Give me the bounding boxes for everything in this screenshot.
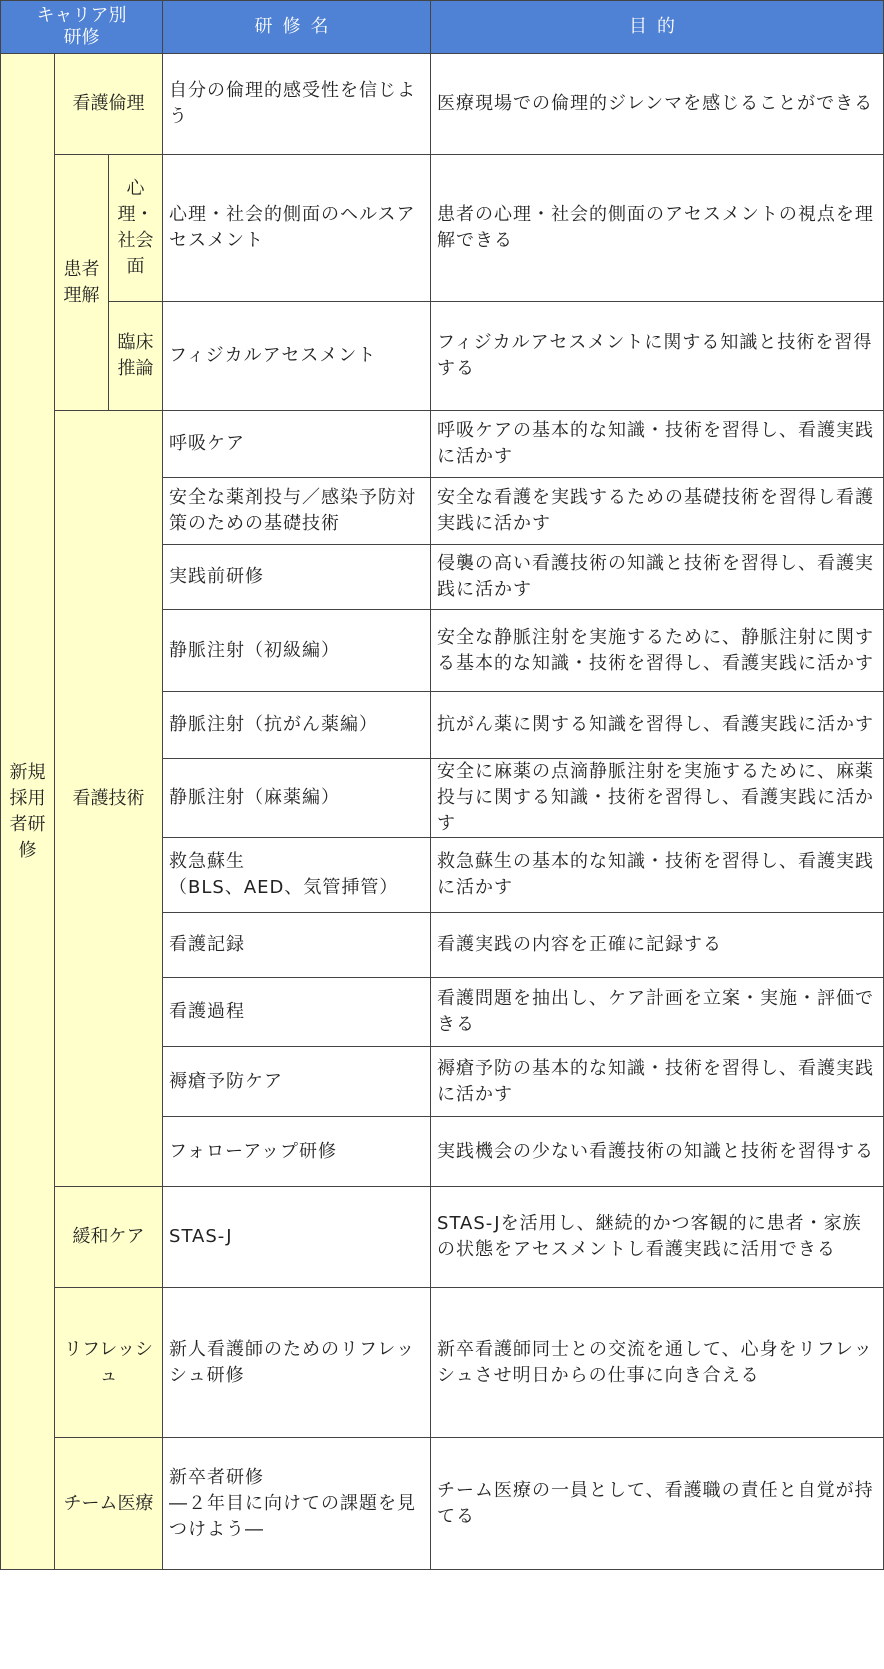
subcategory-label: 心理・社会面 — [117, 178, 154, 277]
category-cell — [55, 1187, 163, 1288]
training-purpose: 看護問題を抽出し、ケア計画を立案・実施・評価できる — [431, 978, 884, 1047]
table-row — [1, 1438, 884, 1570]
training-name: 静脈注射（抗がん薬編） — [163, 692, 431, 759]
training-purpose: 実践機会の少ない看護技術の知識と技術を習得する — [431, 1117, 884, 1187]
training-name: STAS-J — [163, 1187, 431, 1288]
training-name: フォローアップ研修 — [163, 1117, 431, 1187]
header-purpose: 目的 — [431, 1, 884, 54]
category-cell — [55, 155, 109, 411]
training-purpose: 侵襲の高い看護技術の知識と技術を習得し、看護実践に活かす — [431, 545, 884, 610]
table-row — [1, 54, 884, 155]
category-cell — [55, 54, 163, 155]
category-label: リフレッシュ — [63, 1338, 154, 1386]
training-purpose: 呼吸ケアの基本的な知識・技術を習得し、看護実践に活かす — [431, 411, 884, 478]
header-name: 研修名 — [163, 1, 431, 54]
training-name: 実践前研修 — [163, 545, 431, 610]
category-label: 看護倫理 — [72, 93, 145, 114]
training-name: 静脈注射（初級編） — [163, 610, 431, 692]
table-row — [1, 411, 884, 478]
subcategory-cell — [109, 155, 163, 302]
training-name: 新卒者研修 ―２年目に向けての課題を見つけよう― — [163, 1438, 431, 1570]
header-career: キャリア別 研修 — [1, 1, 163, 54]
training-name: 呼吸ケア — [163, 411, 431, 478]
training-purpose: チーム医療の一員として、看護職の責任と自覚が持てる — [431, 1438, 884, 1570]
category-label: 患者理解 — [63, 258, 100, 306]
training-purpose: フィジカルアセスメントに関する知識と技術を習得する — [431, 302, 884, 411]
training-purpose: 褥瘡予防の基本的な知識・技術を習得し、看護実践に活かす — [431, 1047, 884, 1117]
category-label: 緩和ケア — [72, 1226, 145, 1247]
subcategory-label: 臨床推論 — [117, 332, 154, 379]
table-row — [1, 155, 884, 302]
category-cell — [55, 1438, 163, 1570]
training-purpose: 看護実践の内容を正確に記録する — [431, 913, 884, 978]
header-row — [1, 1, 884, 54]
training-name: フィジカルアセスメント — [163, 302, 431, 411]
training-purpose: 抗がん薬に関する知識を習得し、看護実践に活かす — [431, 692, 884, 759]
subcategory-cell — [109, 302, 163, 411]
training-name: 救急蘇生 （BLS、AED、気管挿管） — [163, 838, 431, 913]
training-name: 静脈注射（麻薬編） — [163, 759, 431, 838]
training-purpose: 安全な静脈注射を実施するために、静脈注射に関する基本的な知識・技術を習得し、看護実践に活かす — [431, 610, 884, 692]
category-cell — [55, 411, 163, 1187]
training-purpose: STAS-Jを活用し、継続的かつ客観的に患者・家族の状態をアセスメントし看護実践に活用できる — [431, 1187, 884, 1288]
category-label: 看護技術 — [72, 787, 145, 809]
training-name: 心理・社会的側面のヘルスアセスメント — [163, 155, 431, 302]
category-cell — [55, 1288, 163, 1438]
training-name: 新人看護師のためのリフレッシュ研修 — [163, 1288, 431, 1438]
training-purpose: 新卒看護師同士との交流を通して、心身をリフレッシュさせ明日からの仕事に向き合える — [431, 1288, 884, 1438]
training-purpose: 安全に麻薬の点滴静脈注射を実施するために、麻薬投与に関する知識・技術を習得し、看護実践に活かす — [431, 759, 884, 838]
training-name: 自分の倫理的感受性を信じよう — [163, 54, 431, 155]
table-row — [1, 1187, 884, 1288]
training-name: 褥瘡予防ケア — [163, 1047, 431, 1117]
training-purpose: 患者の心理・社会的側面のアセスメントの視点を理解できる — [431, 155, 884, 302]
training-purpose: 医療現場での倫理的ジレンマを感じることができる — [431, 54, 884, 155]
training-name: 安全な薬剤投与／感染予防対策のための基礎技術 — [163, 478, 431, 545]
training-name: 看護記録 — [163, 913, 431, 978]
training-name: 看護過程 — [163, 978, 431, 1047]
category-label: チーム医療 — [63, 1492, 154, 1514]
table-row — [1, 302, 884, 411]
group-label: 新規採用者研修 — [9, 761, 46, 861]
group-cell — [1, 54, 55, 1570]
table-row — [1, 1288, 884, 1438]
training-purpose: 安全な看護を実践するための基礎技術を習得し看護実践に活かす — [431, 478, 884, 545]
training-purpose: 救急蘇生の基本的な知識・技術を習得し、看護実践に活かす — [431, 838, 884, 913]
